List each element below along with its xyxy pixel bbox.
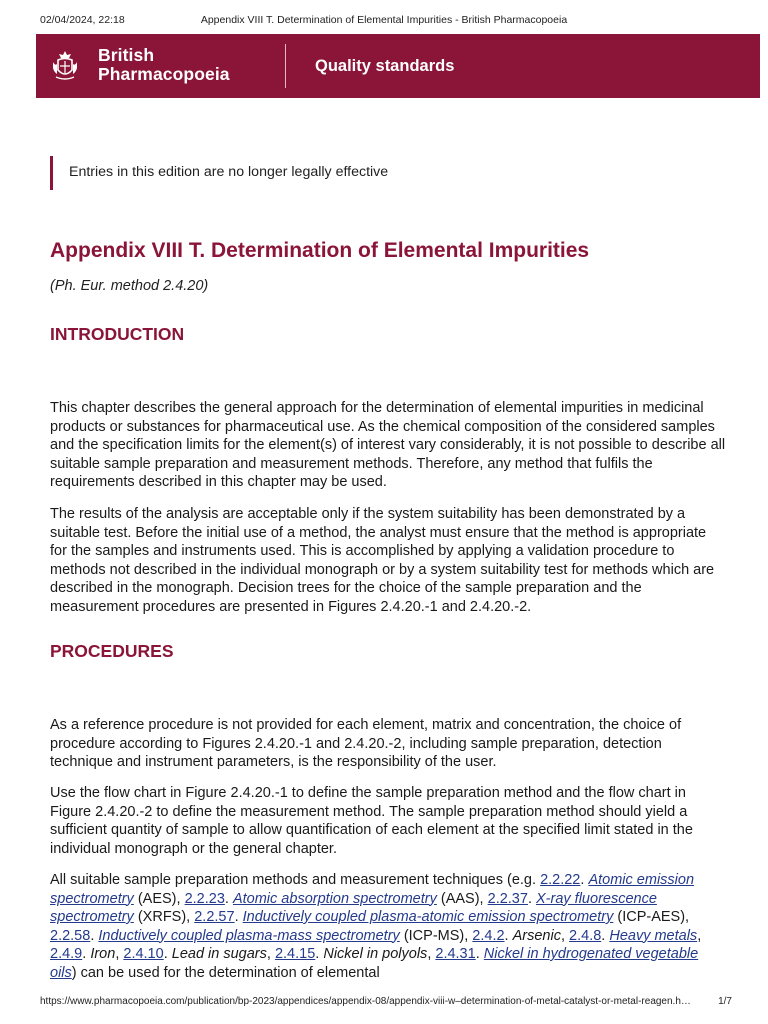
technique-name-link[interactable]: Inductively coupled plasma-atomic emission spectrometry bbox=[242, 909, 614, 925]
technique-name-link[interactable]: X-ray fluorescence spectrometry bbox=[50, 890, 657, 925]
legal-notice-text: Entries in this edition are no longer legally effective bbox=[69, 164, 389, 180]
separator: . bbox=[580, 872, 589, 888]
method-ref-link[interactable]: 2.4.15 bbox=[274, 946, 316, 962]
print-page-number: 1/7 bbox=[718, 996, 732, 1007]
technique-ref-link[interactable]: 2.2.23 bbox=[184, 890, 225, 907]
introduction-paragraph-2: The results of the analysis are acceptable only if the system suitability has been demonstrated by a suitable test. Before the initial use of a method, the analyst must ensure that the method is appropriate for the samples and instruments used. This is accomplished by applying a validation procedure to methods not described in the individual monograph or by a system suitability test for methods which are described in the monograph. Decision trees for the choice of the sample preparation and the measurement procedures are presented in Figures 2.4.20.-1 and 2.4.20.-2. bbox=[50, 506, 715, 615]
separator: . bbox=[475, 946, 484, 962]
legal-notice bbox=[50, 156, 493, 190]
method-name-link[interactable]: Heavy metals bbox=[609, 927, 698, 944]
print-datetime: 02/04/2024, 22:18 bbox=[40, 14, 125, 26]
procedures-heading: PROCEDURES bbox=[50, 641, 174, 661]
site-banner bbox=[36, 34, 760, 98]
brand-line-1: British bbox=[98, 45, 155, 65]
print-header bbox=[0, 14, 768, 30]
separator: . bbox=[234, 909, 243, 925]
separator: . bbox=[82, 946, 91, 962]
method-name-link[interactable]: Nickel in hydrogenated vegetable oils bbox=[50, 946, 699, 981]
separator: , bbox=[266, 946, 275, 962]
separator: . bbox=[315, 946, 324, 962]
procedures-paragraph-1: As a reference procedure is not provided for each element, matrix and concentration, the choice of procedure according to Figures 2.4.20.-1 and 2.4.20.-2, including sample preparation, detection technique and instrument parameters, is the responsibility of the user. bbox=[50, 717, 682, 770]
technique-ref-link[interactable]: 2.2.58 bbox=[50, 927, 91, 944]
separator: . bbox=[527, 890, 537, 907]
technique-abbr: (AAS), bbox=[436, 890, 488, 907]
technique-abbr: (ICP-MS), bbox=[399, 927, 473, 944]
procedures-paragraph-2: Use the flow chart in Figure 2.4.20.-1 to define the sample preparation method and the flow chart in Figure 2.4.20.-2 to define the measurement method. The sample preparation method should yield a sufficient quantity of sample to allow quantification of each element at the specified limit stated in the individual monograph or the general chapter. bbox=[50, 785, 693, 857]
separator: , bbox=[560, 927, 570, 944]
separator: , bbox=[697, 927, 702, 944]
method-name: Iron bbox=[90, 946, 116, 962]
technique-name-link[interactable]: Atomic emission spectrometry bbox=[50, 872, 695, 907]
banner-divider bbox=[285, 44, 286, 88]
technique-name-link[interactable]: Inductively coupled plasma-mass spectrometry bbox=[98, 927, 400, 944]
method-ref-link[interactable]: 2.4.9 bbox=[50, 946, 83, 962]
brand-logo-text[interactable] bbox=[98, 46, 230, 84]
royal-crest-icon[interactable] bbox=[50, 48, 80, 82]
separator: . bbox=[504, 927, 513, 944]
introduction-heading: INTRODUCTION bbox=[50, 324, 185, 344]
introduction-paragraph-1: This chapter describes the general approach for the determination of elemental impurities in medicinal products or substances for pharmaceutical use. As the chemical composition of the considered samples and the specification limits for the element(s) of interest vary considerably, it is not possible to describe all suitable sample preparation and measurement methods. Therefore, any method that fulfils the requirements described in this chapter may be used. bbox=[50, 400, 726, 490]
separator: . bbox=[224, 890, 233, 907]
page-title: Appendix VIII T. Determination of Elemental Impurities bbox=[50, 239, 590, 262]
method-name: Nickel in polyols bbox=[323, 946, 428, 962]
separator: , bbox=[427, 946, 436, 962]
separator: , bbox=[115, 946, 124, 962]
techniques-tail: ) can be used for the determination of elemental bbox=[71, 964, 380, 981]
method-name: Arsenic bbox=[512, 927, 561, 944]
banner-tagline: Quality standards bbox=[315, 57, 455, 75]
separator: . bbox=[601, 927, 610, 944]
technique-ref-link[interactable]: 2.2.22 bbox=[540, 872, 581, 888]
techniques-lead-in: All suitable sample preparation methods and measurement techniques (e.g. bbox=[50, 872, 541, 888]
method-ref-link[interactable]: 2.4.8 bbox=[569, 927, 602, 944]
technique-abbr: (XRFS), bbox=[133, 909, 195, 925]
techniques-paragraph bbox=[50, 871, 726, 982]
brand-line-2: Pharmacopoeia bbox=[98, 64, 230, 84]
page-subtitle: (Ph. Eur. method 2.4.20) bbox=[50, 278, 209, 294]
separator: . bbox=[90, 927, 99, 944]
technique-ref-link[interactable]: 2.2.37 bbox=[487, 890, 528, 907]
technique-abbr: (AES), bbox=[133, 890, 185, 907]
method-name: Lead in sugars bbox=[171, 946, 267, 962]
technique-ref-link[interactable]: 2.2.57 bbox=[194, 909, 235, 925]
separator: . bbox=[163, 946, 172, 962]
technique-name-link[interactable]: Atomic absorption spectrometry bbox=[232, 890, 437, 907]
print-url: https://www.pharmacopoeia.com/publication/bp-2023/appendices/appendix-08/appendix-viii-w–determination-of-metal-catalyst-or-metal-reagen.h… bbox=[40, 996, 691, 1007]
method-ref-link[interactable]: 2.4.10 bbox=[123, 946, 164, 962]
technique-abbr: (ICP-AES), bbox=[613, 909, 690, 925]
print-footer bbox=[0, 996, 768, 1010]
print-page-title: Appendix VIII T. Determination of Elemental Impurities - British Pharmacopoeia bbox=[200, 14, 568, 26]
method-ref-link[interactable]: 2.4.2 bbox=[472, 927, 505, 944]
method-ref-link[interactable]: 2.4.31 bbox=[435, 946, 476, 962]
